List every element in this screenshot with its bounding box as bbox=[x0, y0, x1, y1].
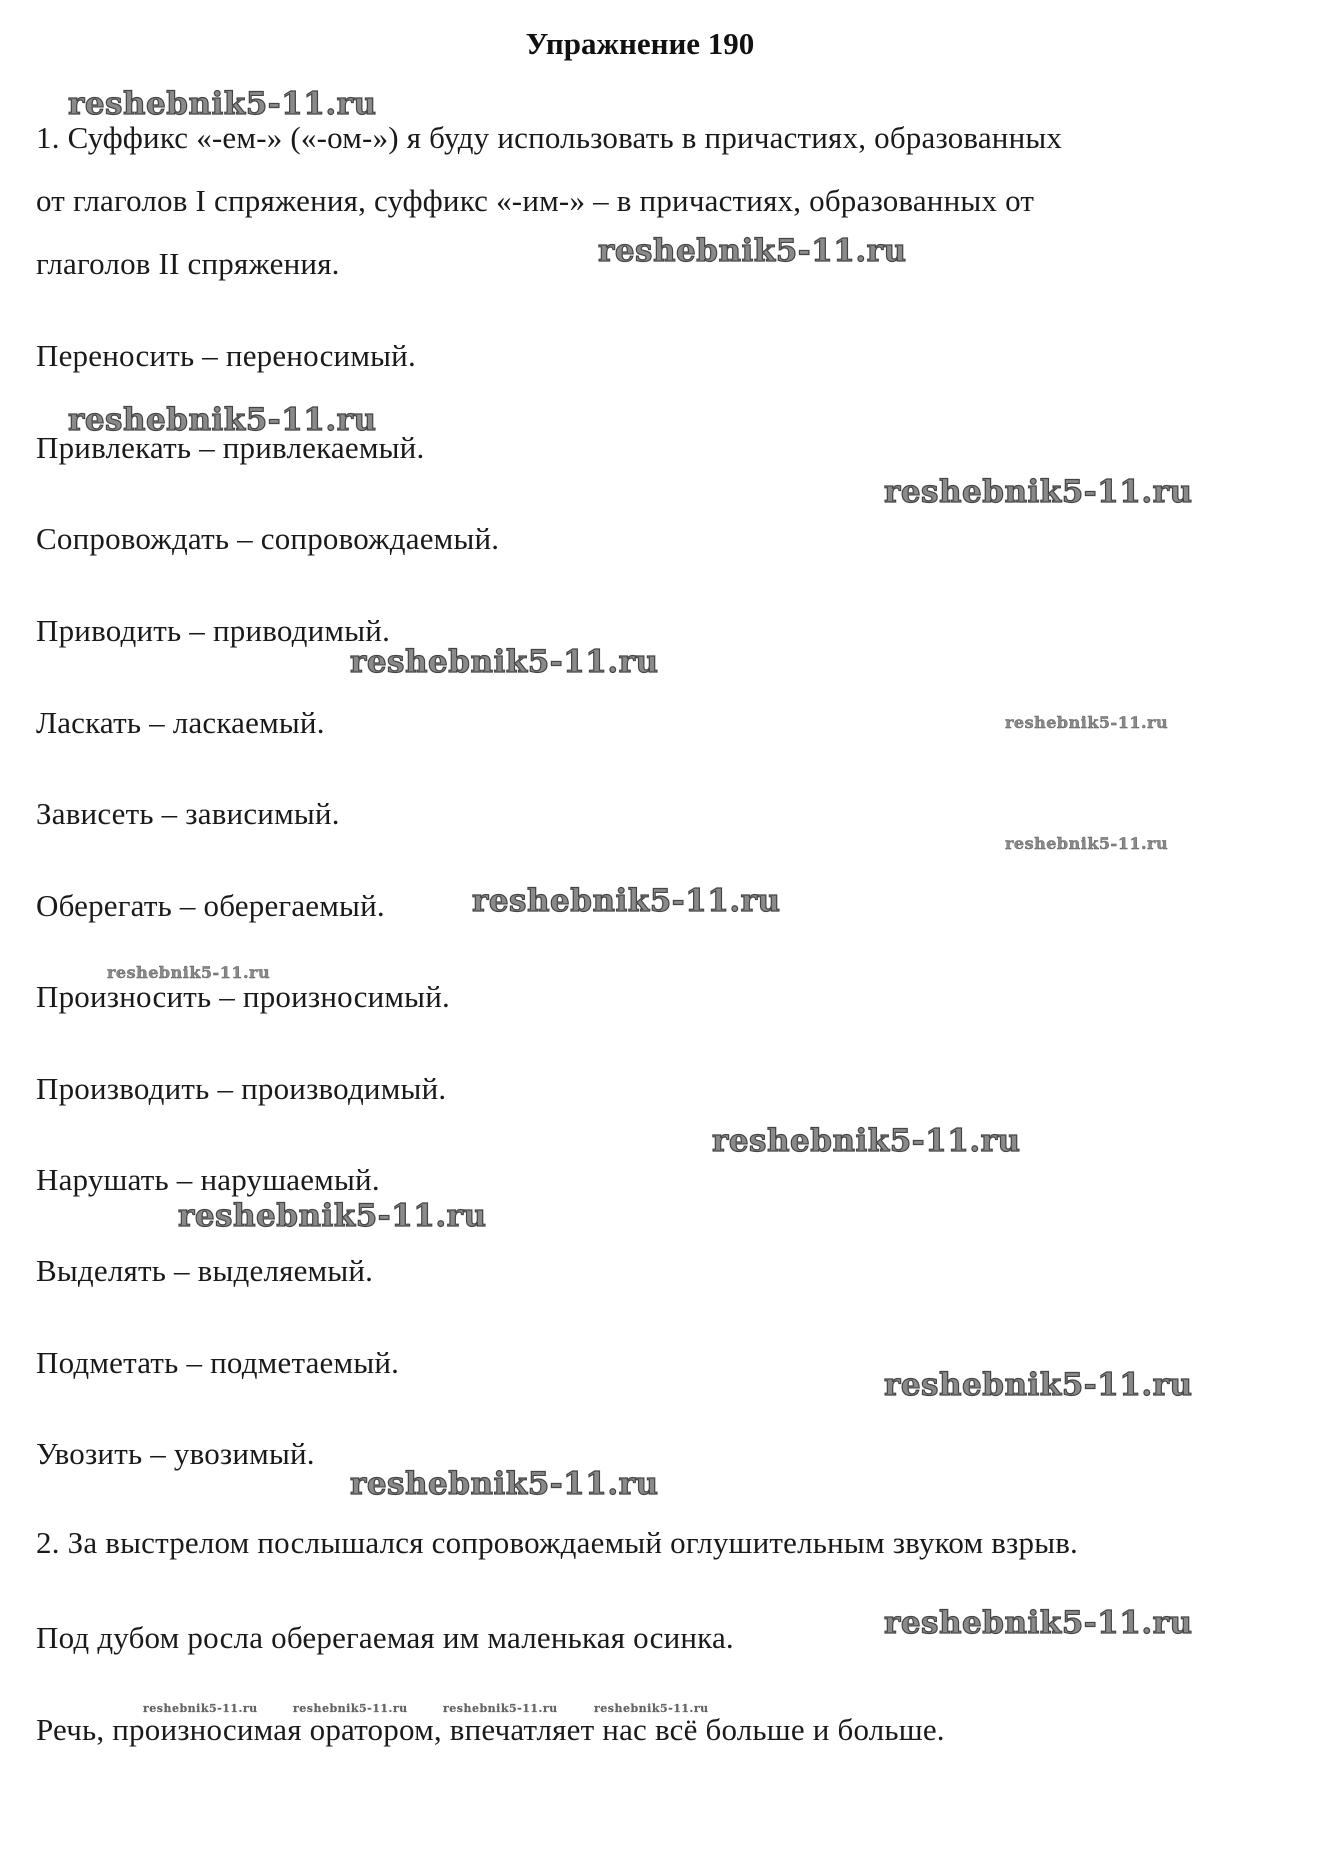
watermark: reshebnik5-11.ru bbox=[68, 86, 377, 122]
watermark: reshebnik5-11.ru bbox=[143, 1702, 258, 1715]
watermark: reshebnik5-11.ru bbox=[598, 233, 907, 269]
pair-line: Сопровождать – сопровождаемый. bbox=[36, 521, 500, 556]
watermark: reshebnik5-11.ru bbox=[472, 883, 781, 919]
watermark: reshebnik5-11.ru bbox=[594, 1702, 709, 1715]
pair-line: Привлекать – привлекаемый. bbox=[36, 430, 425, 465]
pair-line: Производить – производимый. bbox=[36, 1071, 447, 1106]
pair-line: Выделять – выделяемый. bbox=[36, 1253, 374, 1288]
watermark: reshebnik5-11.ru bbox=[1005, 713, 1169, 732]
pair-line: Оберегать – оберегаемый. bbox=[36, 888, 385, 923]
watermark: reshebnik5-11.ru bbox=[107, 963, 271, 982]
exercise-title: Упражнение 190 bbox=[525, 26, 755, 61]
watermark: reshebnik5-11.ru bbox=[68, 402, 377, 438]
watermark: reshebnik5-11.ru bbox=[712, 1123, 1021, 1159]
task1-intro-line1: 1. Суффикс «-ем-» («-ом-») я буду использовать в причастиях, образованных bbox=[36, 120, 1063, 155]
pair-line: Нарушать – нарушаемый. bbox=[36, 1162, 380, 1197]
pair-line: Ласкать – ласкаемый. bbox=[36, 705, 325, 740]
pair-line: Переносить – переносимый. bbox=[36, 338, 416, 373]
task1-intro-line2: от глаголов I спряжения, суффикс «-им-» – в причастиях, образованных от bbox=[36, 183, 1035, 218]
task1-intro-line3: глаголов II спряжения. bbox=[36, 246, 340, 281]
watermark: reshebnik5-11.ru bbox=[1005, 834, 1169, 853]
task2-sentence: Под дубом росла оберегаемая им маленькая осинка. bbox=[36, 1620, 734, 1655]
watermark: reshebnik5-11.ru bbox=[443, 1702, 558, 1715]
watermark: reshebnik5-11.ru bbox=[884, 474, 1193, 510]
pair-line: Увозить – увозимый. bbox=[36, 1436, 315, 1471]
watermark: reshebnik5-11.ru bbox=[178, 1198, 487, 1234]
pair-line: Приводить – приводимый. bbox=[36, 613, 391, 648]
watermark: reshebnik5-11.ru bbox=[350, 644, 659, 680]
task2-sentence: Речь, произносимая оратором, впечатляет нас всё больше и больше. bbox=[36, 1712, 945, 1747]
task2-sentence: 2. За выстрелом послышался сопровождаемый оглушительным звуком взрыв. bbox=[36, 1525, 1079, 1560]
pair-line: Зависеть – зависимый. bbox=[36, 796, 340, 831]
watermark: reshebnik5-11.ru bbox=[884, 1605, 1193, 1641]
watermark: reshebnik5-11.ru bbox=[293, 1702, 408, 1715]
pair-line: Подметать – подметаемый. bbox=[36, 1345, 400, 1380]
watermark: reshebnik5-11.ru bbox=[884, 1367, 1193, 1403]
pair-line: Произносить – произносимый. bbox=[36, 979, 450, 1014]
watermark: reshebnik5-11.ru bbox=[350, 1466, 659, 1502]
